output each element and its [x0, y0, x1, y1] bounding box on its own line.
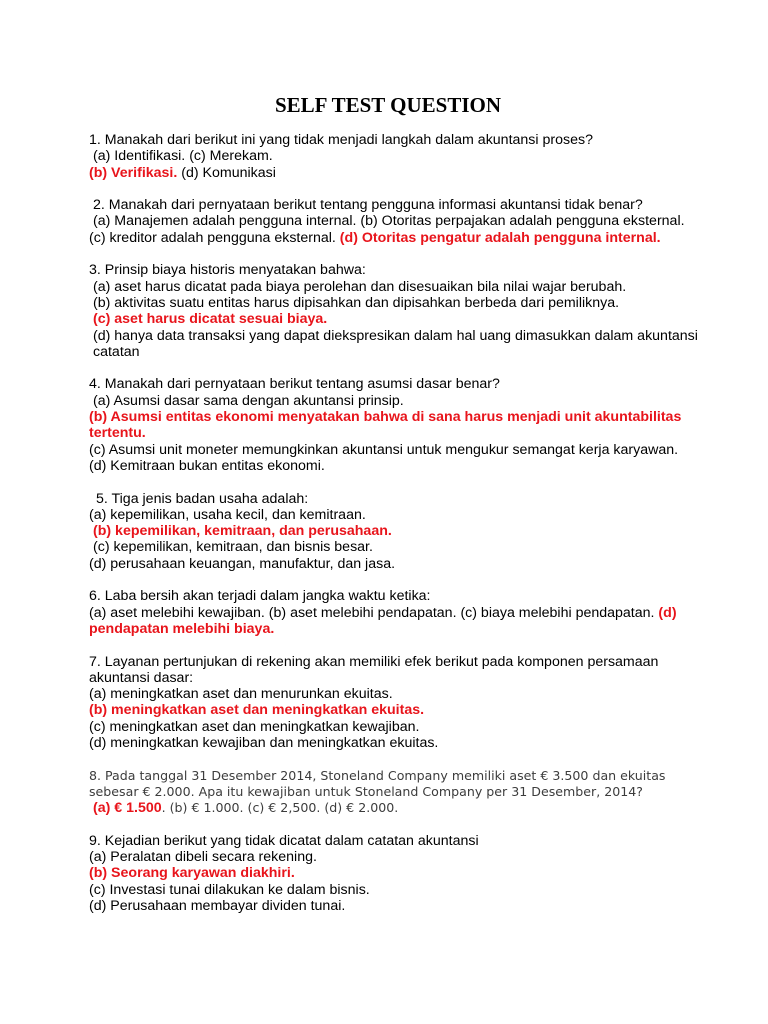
option-d: (d) meningkatkan kewajiban dan meningkatkan ekuitas. [89, 734, 439, 751]
option-d: (d) perusahaan keuangan, manufaktur, dan jasa. [89, 555, 396, 572]
question-4 [89, 376, 698, 474]
question-1 [89, 132, 698, 181]
option-b [89, 523, 698, 539]
option-a: (a) kepemilikan, usaha kecil, dan kemitraan. [89, 506, 366, 523]
question-stem: 5. Tiga jenis badan usaha adalah: [96, 490, 309, 507]
question-stem: 7. Layanan pertunjukan di rekening akan memiliki efek berikut pada komponen persamaan akuntansi dasar: [89, 653, 659, 686]
option-a: (a) Asumsi dasar sama dengan akuntansi prinsip. [93, 392, 404, 409]
question-stem: 2. Manakah dari pernyataan berikut tentang pengguna informasi akuntansi tidak benar? [93, 197, 643, 214]
question-7 [89, 654, 698, 752]
option-a: (a) meningkatkan aset dan menurunkan ekuitas. [89, 686, 393, 703]
option-text: (d) Komunikasi [177, 164, 276, 181]
question-stem: 1. Manakah dari berikut ini yang tidak menjadi langkah dalam akuntansi proses? [89, 132, 593, 148]
option-a: (a) Peralatan dibeli secara rekening. [89, 849, 317, 866]
correct-answer: (b) Verifikasi. [89, 164, 178, 181]
option-d: (d) Perusahaan membayar dividen tunai. [89, 897, 346, 914]
question-8 [89, 768, 698, 817]
question-2 [89, 197, 698, 246]
question-6 [89, 588, 698, 637]
question-options: (a) Manajemen adalah pengguna internal. (b) Otoritas perpajakan adalah pengguna eksternal. [93, 213, 685, 230]
option-b: (b) aktivitas suatu entitas harus dipisahkan dan dipisahkan berbeda dari pemiliknya. [93, 294, 620, 311]
question-stem: 6. Laba bersih akan terjadi dalam jangka waktu ketika: [89, 588, 431, 605]
option-b [89, 409, 698, 442]
option-a: (a) aset harus dicatat pada biaya perolehan dan disesuaikan bila nilai wajar berubah. [93, 278, 627, 295]
correct-answer: (b) kepemilikan, kemitraan, dan perusahaan. [93, 523, 392, 540]
option-text: (a) aset melebihi kewajiban. (b) aset melebihi pendapatan. (c) biaya melebihi pendapatan. [89, 604, 659, 621]
question-stem: 8. Pada tanggal 31 Desember 2014, Stoneland Company memiliki aset € 3.500 dan ekuitas sebesar € 2.000. Apa itu kewajiban untuk Stoneland Company per 31 Desember, 2014? [89, 767, 666, 799]
correct-answer: (c) aset harus dicatat sesuai biaya. [93, 311, 328, 328]
question-options [89, 605, 698, 638]
option-text: (c) kreditor adalah pengguna eksternal. [89, 229, 340, 246]
option-c: (c) meningkatkan aset dan meningkatkan kewajiban. [89, 718, 420, 735]
correct-answer: (d) Otoritas pengatur adalah pengguna internal. [339, 229, 661, 246]
option-c: (c) Asumsi unit moneter memungkinkan akuntansi untuk mengukur semangat kerja karyawan. [89, 441, 679, 458]
question-options: (a) Identifikasi. (c) Merekam. [93, 148, 273, 165]
question-options [89, 230, 698, 246]
correct-answer: (d) pendapatan melebihi biaya. [89, 604, 677, 637]
option-text: . (b) € 1.000. (c) € 2,500. (d) € 2.000. [161, 800, 399, 816]
option-b [89, 702, 698, 718]
option-b [89, 865, 698, 881]
question-stem: 3. Prinsip biaya historis menyatakan bahwa: [89, 262, 366, 279]
option-c: (c) kepemilikan, kemitraan, dan bisnis besar. [93, 539, 373, 556]
question-9 [89, 833, 698, 914]
correct-answer: (a) € 1.500 [93, 800, 162, 817]
question-options [89, 165, 698, 181]
question-options [89, 800, 698, 816]
correct-answer: (b) Seorang karyawan diakhiri. [89, 865, 295, 882]
question-5 [89, 491, 698, 572]
question-3 [89, 262, 698, 360]
option-d: (d) Kemitraan bukan entitas ekonomi. [89, 457, 325, 474]
page-title: SELF TEST QUESTION [274, 93, 502, 117]
correct-answer: (b) Asumsi entitas ekonomi menyatakan bahwa di sana harus menjadi unit akuntabilitas tertentu. [89, 409, 682, 442]
option-d: (d) hanya data transaksi yang dapat diekspresikan dalam hal uang dimasukkan dalam akuntansi catatan [93, 327, 698, 360]
question-list [89, 132, 698, 931]
correct-answer: (b) meningkatkan aset dan meningkatkan ekuitas. [89, 702, 425, 719]
question-stem: 9. Kejadian berikut yang tidak dicatat dalam catatan akuntansi [89, 832, 479, 849]
option-c: (c) Investasi tunai dilakukan ke dalam bisnis. [89, 881, 370, 898]
option-c [89, 311, 698, 327]
question-stem: 4. Manakah dari pernyataan berikut tentang asumsi dasar benar? [89, 376, 500, 393]
